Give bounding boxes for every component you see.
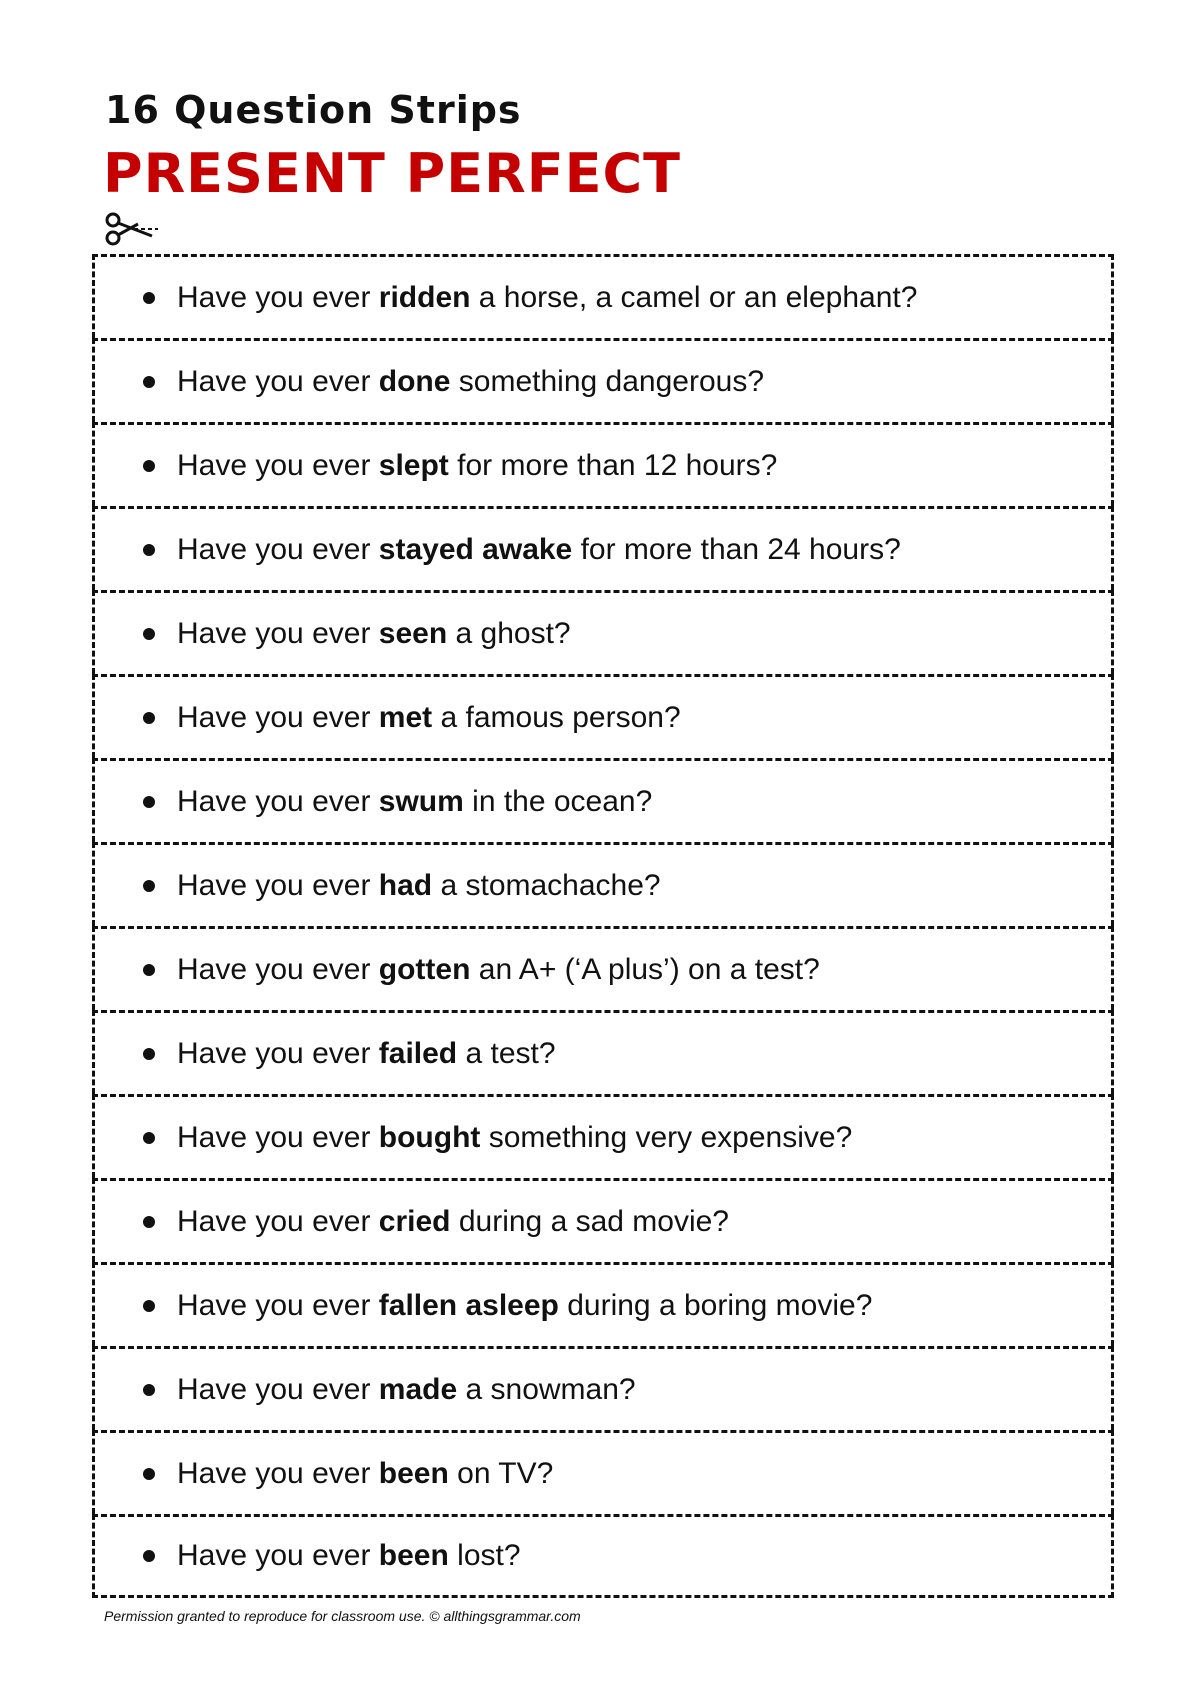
verb: seen xyxy=(378,616,448,650)
bullet-icon xyxy=(143,1384,155,1396)
bullet-icon xyxy=(143,1550,155,1562)
bullet-icon xyxy=(143,460,155,472)
footer-permission-note: Permission granted to reproduce for classroom use. © allthingsgrammar.com xyxy=(104,1608,581,1624)
verb: failed xyxy=(378,1036,458,1070)
question-text: Have you ever seen a ghost? xyxy=(177,616,571,650)
bullet-icon xyxy=(143,880,155,892)
question-text: Have you ever cried during a sad movie? xyxy=(177,1204,729,1238)
bullet-icon xyxy=(143,796,155,808)
question-text: Have you ever stayed awake for more than 24 hours? xyxy=(177,532,901,566)
verb: ridden xyxy=(378,280,471,314)
question-strips xyxy=(92,254,1114,1598)
question-strip xyxy=(92,1178,1114,1262)
verb: slept xyxy=(378,448,449,482)
question-strip xyxy=(92,674,1114,758)
verb: gotten xyxy=(378,952,471,986)
question-text: Have you ever met a famous person? xyxy=(177,700,681,734)
bullet-icon xyxy=(143,1048,155,1060)
bullet-icon xyxy=(143,1300,155,1312)
question-strip xyxy=(92,338,1114,422)
question-strip xyxy=(92,758,1114,842)
question-text: Have you ever fallen asleep during a boring movie? xyxy=(177,1288,873,1322)
question-strip xyxy=(92,1346,1114,1430)
verb: cried xyxy=(378,1204,451,1238)
question-strip xyxy=(92,590,1114,674)
bullet-icon xyxy=(143,1216,155,1228)
question-text: Have you ever been lost? xyxy=(177,1539,521,1572)
question-strip xyxy=(92,422,1114,506)
question-text: Have you ever bought something very expensive? xyxy=(177,1120,853,1154)
question-strip xyxy=(92,1514,1114,1598)
bullet-icon xyxy=(143,712,155,724)
verb: stayed awake xyxy=(378,532,573,566)
verb: fallen asleep xyxy=(378,1288,559,1322)
question-text: Have you ever gotten an A+ (‘A plus’) on a test? xyxy=(177,952,820,986)
verb: had xyxy=(378,868,433,902)
bullet-icon xyxy=(143,376,155,388)
page-subtitle: PRESENT PERFECT xyxy=(103,142,681,205)
page-title: 16 Question Strips xyxy=(105,88,522,132)
question-text: Have you ever had a stomachache? xyxy=(177,868,661,902)
question-strip xyxy=(92,254,1114,338)
question-text: Have you ever made a snowman? xyxy=(177,1372,636,1406)
bullet-icon xyxy=(143,292,155,304)
bullet-icon xyxy=(143,1468,155,1480)
verb: bought xyxy=(378,1120,481,1154)
scissors-icon xyxy=(104,212,160,246)
question-text: Have you ever swum in the ocean? xyxy=(177,784,653,818)
question-strip xyxy=(92,1094,1114,1178)
question-strip xyxy=(92,1262,1114,1346)
question-text: Have you ever been on TV? xyxy=(177,1456,554,1490)
bullet-icon xyxy=(143,964,155,976)
question-text: Have you ever slept for more than 12 hours? xyxy=(177,448,778,482)
verb: been xyxy=(378,1539,449,1572)
bullet-icon xyxy=(143,628,155,640)
verb: met xyxy=(378,700,433,734)
question-strip xyxy=(92,506,1114,590)
question-strip xyxy=(92,926,1114,1010)
question-strip xyxy=(92,842,1114,926)
verb: done xyxy=(378,364,451,398)
verb: swum xyxy=(378,784,464,818)
bullet-icon xyxy=(143,544,155,556)
bullet-icon xyxy=(143,1132,155,1144)
verb: made xyxy=(378,1372,458,1406)
verb: been xyxy=(378,1456,449,1490)
question-text: Have you ever done something dangerous? xyxy=(177,364,765,398)
question-strip xyxy=(92,1010,1114,1094)
question-strip xyxy=(92,1430,1114,1514)
question-text: Have you ever ridden a horse, a camel or an elephant? xyxy=(177,280,918,314)
question-text: Have you ever failed a test? xyxy=(177,1036,556,1070)
